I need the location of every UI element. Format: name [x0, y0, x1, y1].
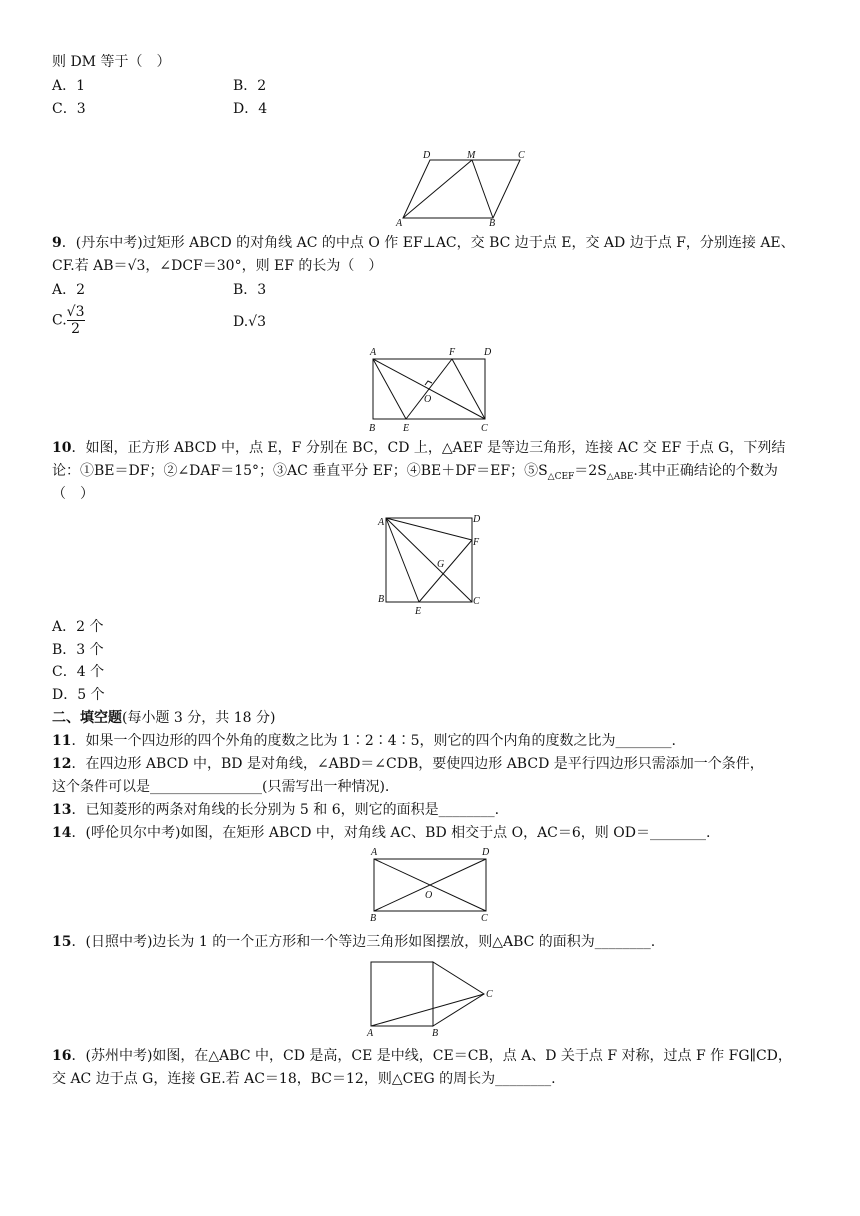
label-f: F [473, 537, 480, 548]
label-d: D [473, 514, 481, 525]
label-e: E [403, 423, 410, 434]
q8-stem-tail: 则 DM 等于（ ） [52, 54, 171, 70]
q8-option-c: C．3 [52, 101, 86, 117]
q15-number: 15 [52, 934, 72, 950]
q14-number: 14 [52, 825, 72, 841]
label-d: D [482, 847, 490, 858]
label-b: B [378, 594, 385, 605]
segment-ef [419, 540, 472, 602]
label-o: O [424, 394, 432, 405]
segment-ac [371, 994, 484, 1026]
q15-square-triangle-figure [362, 958, 502, 1038]
q16-number: 16 [52, 1048, 72, 1064]
segment-ef [406, 359, 452, 419]
label-b: B [369, 423, 376, 434]
q8-parallelogram-figure [390, 148, 530, 228]
label-b: B [370, 913, 377, 924]
q10-stem-line2: 论：①BE＝DF；②∠DAF＝15°；③AC 垂直平分 EF；④BE＋DF＝EF；$⑤S_{\triangle CEF}=2S_{\triangle ABE}$.其中正确结论的个数为 [52, 463, 778, 482]
q10-square-figure [373, 512, 493, 620]
q9-rectangle-figure [365, 345, 500, 435]
q9-number: 9 [52, 235, 62, 251]
q12-stem-line1: 12．在四边形 ABCD 中，BD 是对角线，∠ABD＝∠CDB，要使四边形 ABCD 是平行四边形只需添加一个条件， [52, 756, 764, 772]
label-c: C [481, 423, 488, 434]
q16-stem-line1: 16．(苏州中考)如图，在△ABC 中，CD 是高，CE 是中线，CE＝CB，点 A、D 关于点 F 对称，过点 F 作 FG∥CD， [52, 1048, 792, 1064]
q9-stem-line1: 9．(丹东中考)过矩形 ABCD 的对角线 AC 的中点 O 作 EF⊥AC，交 BC 边于点 E，交 AD 边于点 F，分别连接 AE、 [52, 235, 795, 251]
q10-number: 10 [52, 440, 72, 456]
q10-option-d: D．5 个 [52, 687, 105, 703]
q12-stem-line2: 这个条件可以是________________(只需写出一种情况). [52, 779, 390, 795]
q9-option-b: B．3 [233, 282, 267, 298]
square [371, 962, 433, 1026]
label-b: B [489, 218, 496, 229]
q11-stem: 11．如果一个四边形的四个外角的度数之比为 1∶2∶4∶5，则它的四个内角的度数之比为________. [52, 733, 677, 749]
q15-stem: 15．(日照中考)边长为 1 的一个正方形和一个等边三角形如图摆放，则△ABC 的面积为________. [52, 934, 656, 950]
diagonal-ac [386, 518, 472, 602]
equilateral-triangle [433, 962, 484, 1026]
label-b: B [432, 1028, 439, 1039]
q14-stem: 14．(呼伦贝尔中考)如图，在矩形 ABCD 中，对角线 AC、BD 相交于点 O，AC＝6，则 OD＝________. [52, 825, 711, 841]
q8-option-a: A．1 [52, 78, 86, 94]
q12-number: 12 [52, 756, 72, 772]
label-d: D [423, 150, 431, 161]
label-g: G [437, 559, 445, 570]
q9-option-c: C. $\frac{√3}{2}$ [52, 304, 85, 337]
label-a: A [378, 517, 385, 528]
q10-option-a: A．2 个 [52, 619, 104, 635]
label-f: F [449, 347, 456, 358]
label-c: C [481, 913, 488, 924]
label-a: A [367, 1028, 374, 1039]
q10-option-b: B．3 个 [52, 642, 104, 658]
q14-rectangle-figure [365, 845, 500, 925]
label-m: M [467, 150, 476, 161]
q9-option-a: A．2 [52, 282, 86, 298]
q9-stem-line2: CF.若 AB＝√3，∠DCF＝30°，则 EF 的长为（ ） [52, 258, 383, 274]
label-a: A [370, 347, 377, 358]
segment-af [386, 518, 472, 540]
segment-am [403, 160, 472, 218]
q9-option-d: D.√3 [233, 314, 267, 330]
q11-number: 11 [52, 733, 72, 749]
q10-stem-line1: 10．如图，正方形 ABCD 中，点 E，F 分别在 BC，CD 上，△AEF 是等边三角形，连接 AC 交 EF 于点 G，下列结 [52, 440, 786, 456]
q10-option-c: C．4 个 [52, 664, 105, 680]
q13-stem: 13．已知菱形的两条对角线的长分别为 5 和 6，则它的面积是________. [52, 802, 500, 818]
label-e: E [415, 606, 422, 617]
label-a: A [396, 218, 403, 229]
q10-stem-line3: （ ） [52, 486, 94, 502]
segment-bm [472, 160, 493, 218]
label-c: C [518, 150, 525, 161]
label-d: D [484, 347, 492, 358]
section-fill-in-heading: 二、填空题(每小题 3 分，共 18 分) [52, 710, 276, 726]
segment-ae [386, 518, 419, 602]
right-angle-mark [425, 381, 432, 385]
q8-option-b: B．2 [233, 78, 267, 94]
label-o: O [425, 890, 433, 901]
q16-stem-line2: 交 AC 边于点 G，连接 GE.若 AC＝18，BC＝12，则△CEG 的周长为________. [52, 1071, 556, 1087]
q13-number: 13 [52, 802, 72, 818]
label-c: C [473, 596, 480, 607]
label-a: A [371, 847, 378, 858]
q8-option-d: D．4 [233, 101, 268, 117]
label-c: C [486, 989, 493, 1000]
